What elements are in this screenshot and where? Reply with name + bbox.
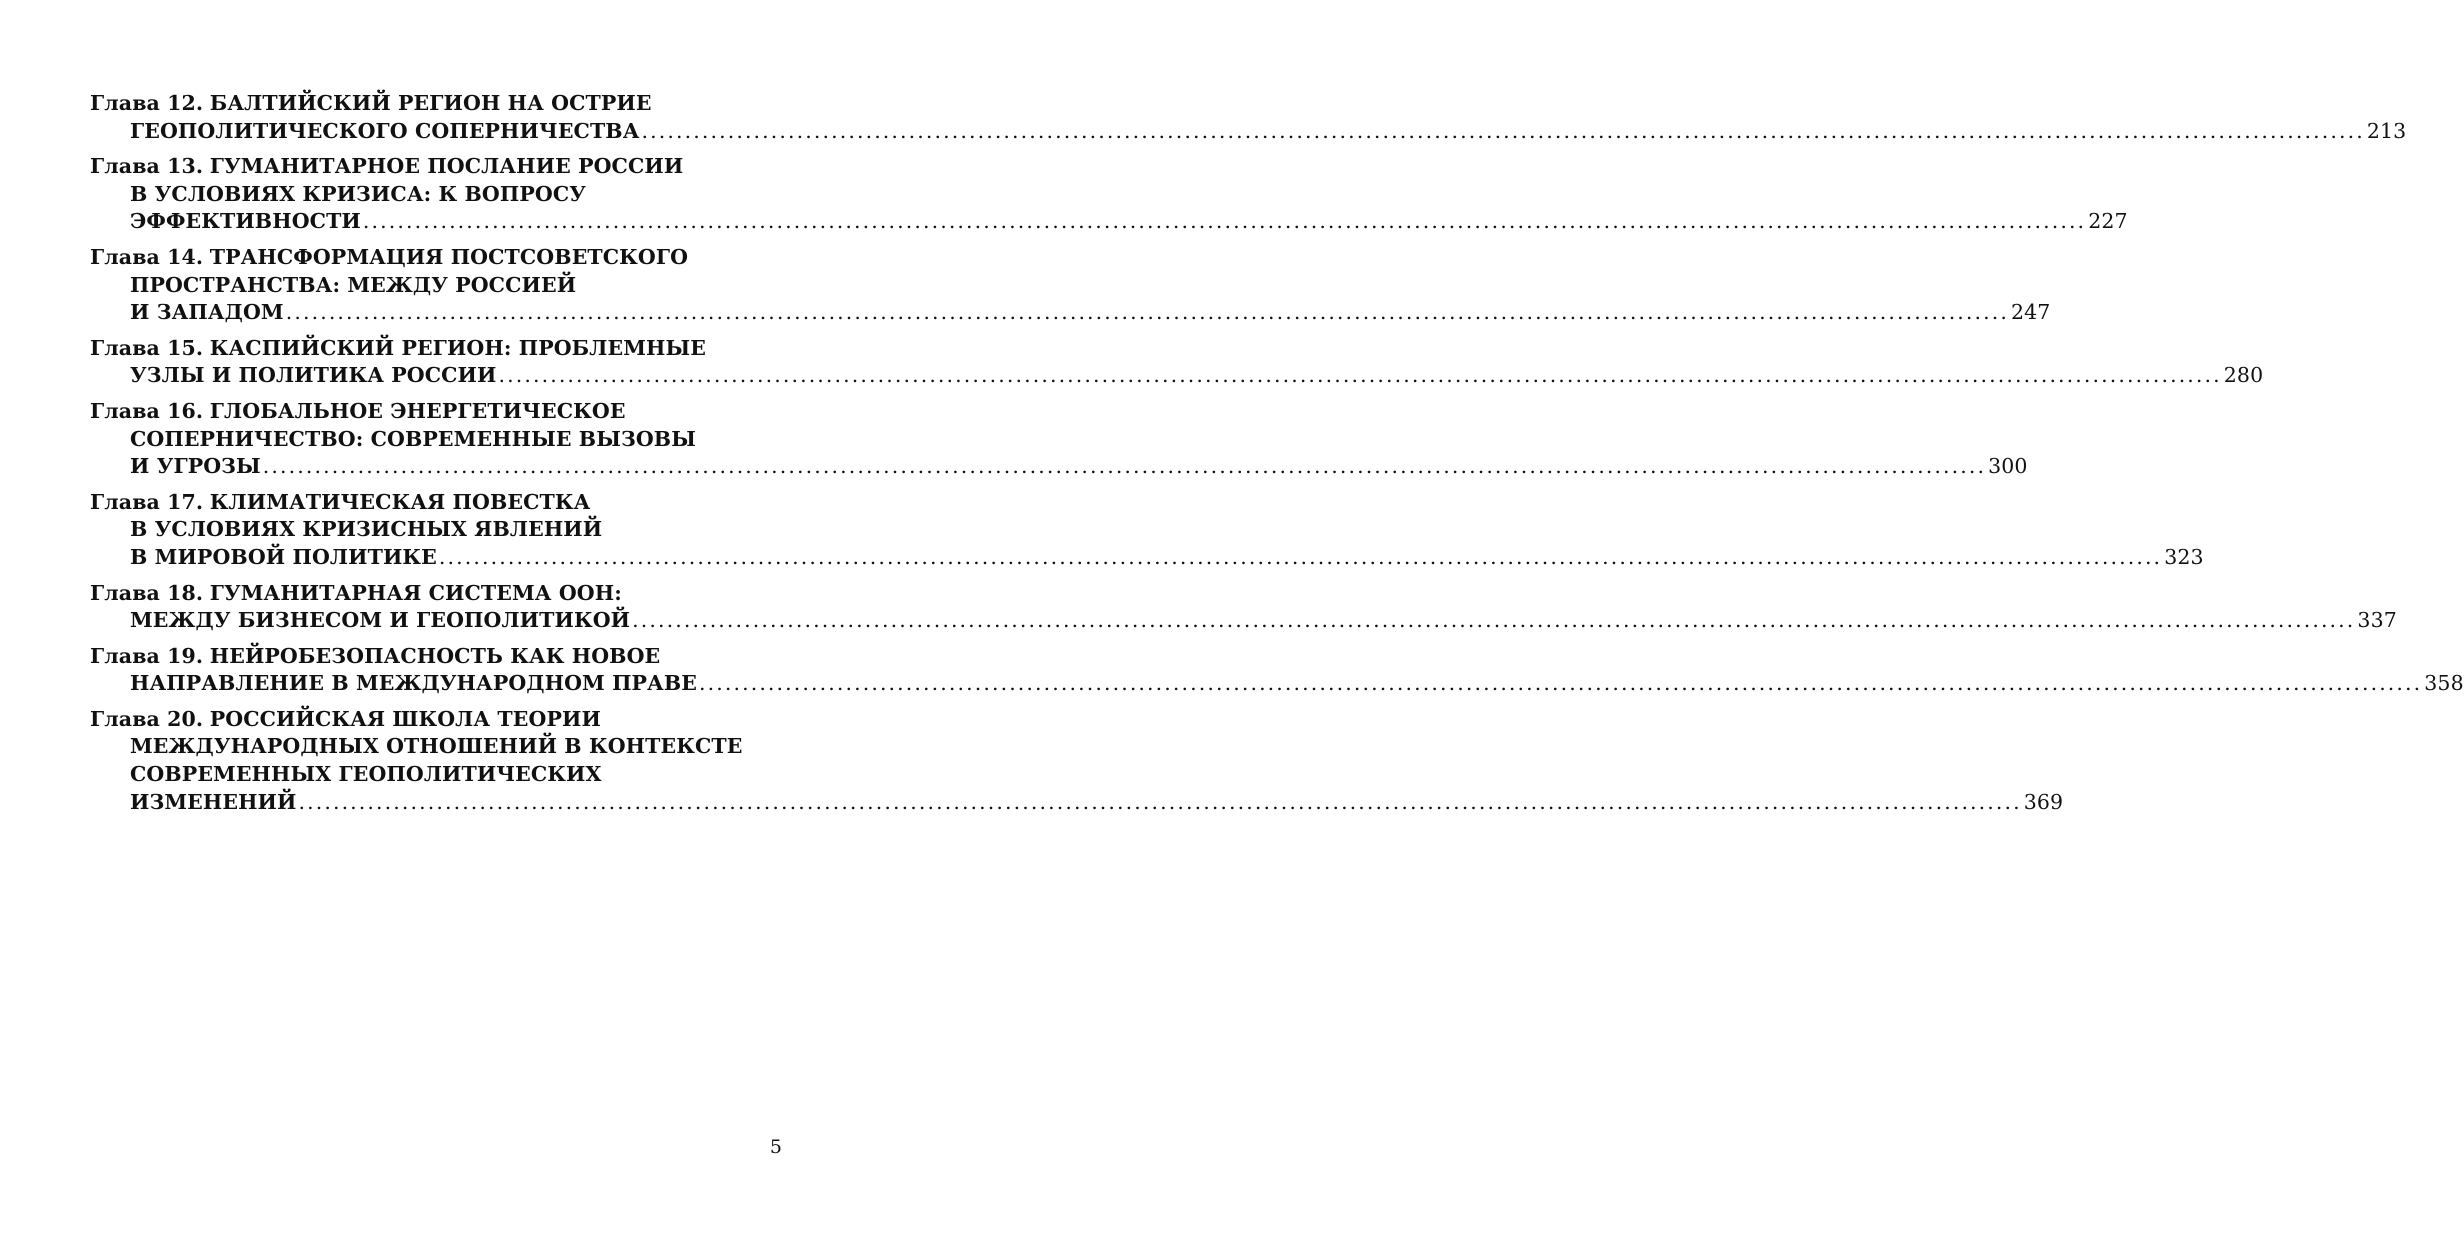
chapter-title-line: НАПРАВЛЕНИЕ В МЕЖДУНАРОДНОМ ПРАВЕ [130,671,697,696]
toc-entry-line [90,90,782,118]
dot-leader: ........................................................................................................................................................................................................ [699,671,2423,696]
table-of-contents [90,90,2464,824]
chapter-label: Глава 20. [90,706,204,731]
chapter-label: Глава 18. [90,580,204,605]
chapter-title-line: СОПЕРНИЧЕСТВО: СОВРЕМЕННЫЕ ВЫЗОВЫ [130,426,696,451]
toc-entry-line [90,706,782,734]
toc-entry [90,153,2128,236]
page-ref: 227 [2088,209,2128,234]
toc-entry-line [90,761,782,789]
toc-entry [90,580,2397,635]
chapter-title-line: И УГРОЗЫ [130,454,261,479]
page-ref: 323 [2164,544,2204,569]
toc-entry [90,244,2051,327]
chapter-title-line: БАЛТИЙСКИЙ РЕГИОН НА ОСТРИЕ [209,91,652,115]
chapter-title-line: КЛИМАТИЧЕСКАЯ ПОВЕСТКА [209,489,591,514]
toc-entry [90,90,2407,145]
dot-leader: ........................................................................................................................................................................................................ [498,363,2222,388]
toc-entry [90,335,2264,390]
toc-entry-line [90,299,2051,327]
toc-entry-line [90,208,2128,236]
chapter-title-line: ИЗМЕНЕНИЙ [130,789,297,814]
chapter-title-line: И ЗАПАДОМ [130,300,284,325]
chapter-label: Глава 14. [90,244,204,269]
dot-leader: ........................................................................................................................................................................................................ [362,209,2087,234]
page-ref: 358 [2424,671,2464,696]
page-number: 5 [769,1136,782,1158]
toc-entry-line [90,607,2397,635]
toc-entry [90,706,2064,816]
toc-entry-line [90,643,782,671]
page-ref: 369 [2023,789,2064,814]
chapter-title-line: ПРОСТРАНСТВА: МЕЖДУ РОССИЕЙ [130,272,577,297]
chapter-label: Глава 13. [90,154,204,179]
page-ref: 280 [2223,363,2264,388]
chapter-title-line: В УСЛОВИЯХ КРИЗИСНЫХ ЯВЛЕНИЙ [130,517,603,542]
chapter-label: Глава 12. [90,91,204,115]
chapter-title-line: ГУМАНИТАРНАЯ СИСТЕМА ООН: [209,580,622,605]
chapter-title-line: КАСПИЙСКИЙ РЕГИОН: ПРОБЛЕМНЫЕ [209,335,706,360]
toc-entry-line [90,426,782,454]
chapter-title-line: ЭФФЕКТИВНОСТИ [130,209,361,234]
chapter-label: Глава 15. [90,335,204,360]
chapter-title-line: МЕЖДУ БИЗНЕСОМ И ГЕОПОЛИТИКОЙ [130,608,631,633]
toc-entry-line [90,272,782,300]
chapter-title-line: ГЕОПОЛИТИЧЕСКОГО СОПЕРНИЧЕСТВА [130,118,640,143]
chapter-title-line: МЕЖДУНАРОДНЫХ ОТНОШЕНИЙ В КОНТЕКСТЕ [130,734,743,759]
page-ref: 337 [2357,608,2397,633]
dot-leader: ........................................................................................................................................................................................................ [298,789,2022,814]
dot-leader: ........................................................................................................................................................................................................ [641,118,2365,143]
dot-leader: ........................................................................................................................................................................................................ [262,454,1987,479]
chapter-title-line: В УСЛОВИЯХ КРИЗИСА: К ВОПРОСУ [130,181,586,206]
toc-entry-line [90,118,2407,146]
toc-entry-line [90,398,782,426]
chapter-title-line: СОВРЕМЕННЫХ ГЕОПОЛИТИЧЕСКИХ [130,762,602,787]
page-ref: 213 [2366,118,2407,143]
chapter-title-line: ГЛОБАЛЬНОЕ ЭНЕРГЕТИЧЕСКОЕ [209,398,626,423]
toc-entry-line [90,516,782,544]
chapter-title-line: В МИРОВОЙ ПОЛИТИКЕ [130,544,437,569]
chapter-title-line: ГУМАНИТАРНОЕ ПОСЛАНИЕ РОССИИ [209,154,684,179]
chapter-title-line: ТРАНСФОРМАЦИЯ ПОСТСОВЕТСКОГО [209,244,689,269]
toc-entry-line [90,244,782,272]
page-ref: 247 [2011,300,2051,325]
dot-leader: ........................................................................................................................................................................................................ [632,608,2356,633]
toc-entry-line [90,181,782,209]
toc-entry-line [90,335,782,363]
toc-entry-line [90,580,782,608]
toc-entry-line [90,453,2028,481]
chapter-label: Глава 16. [90,398,204,423]
toc-entry [90,643,2464,698]
chapter-title-line: РОССИЙСКАЯ ШКОЛА ТЕОРИИ [209,706,601,731]
chapter-label: Глава 19. [90,643,204,668]
chapter-title-line: УЗЛЫ И ПОЛИТИКА РОССИИ [130,363,497,388]
toc-entry-line [90,733,782,761]
toc-entry [90,489,2204,572]
page-ref: 300 [1988,454,2028,479]
dot-leader: ........................................................................................................................................................................................................ [438,544,2163,569]
dot-leader: ........................................................................................................................................................................................................ [285,300,2010,325]
toc-entry [90,398,2028,481]
chapter-label: Глава 17. [90,489,204,514]
toc-entry-line [90,489,782,517]
toc-entry-line [90,362,2264,390]
toc-entry-line [90,544,2204,572]
toc-entry-line [90,789,2064,817]
toc-entry-line [90,670,2464,698]
chapter-title-line: НЕЙРОБЕЗОПАСНОСТЬ КАК НОВОЕ [209,643,661,668]
toc-entry-line [90,153,782,181]
